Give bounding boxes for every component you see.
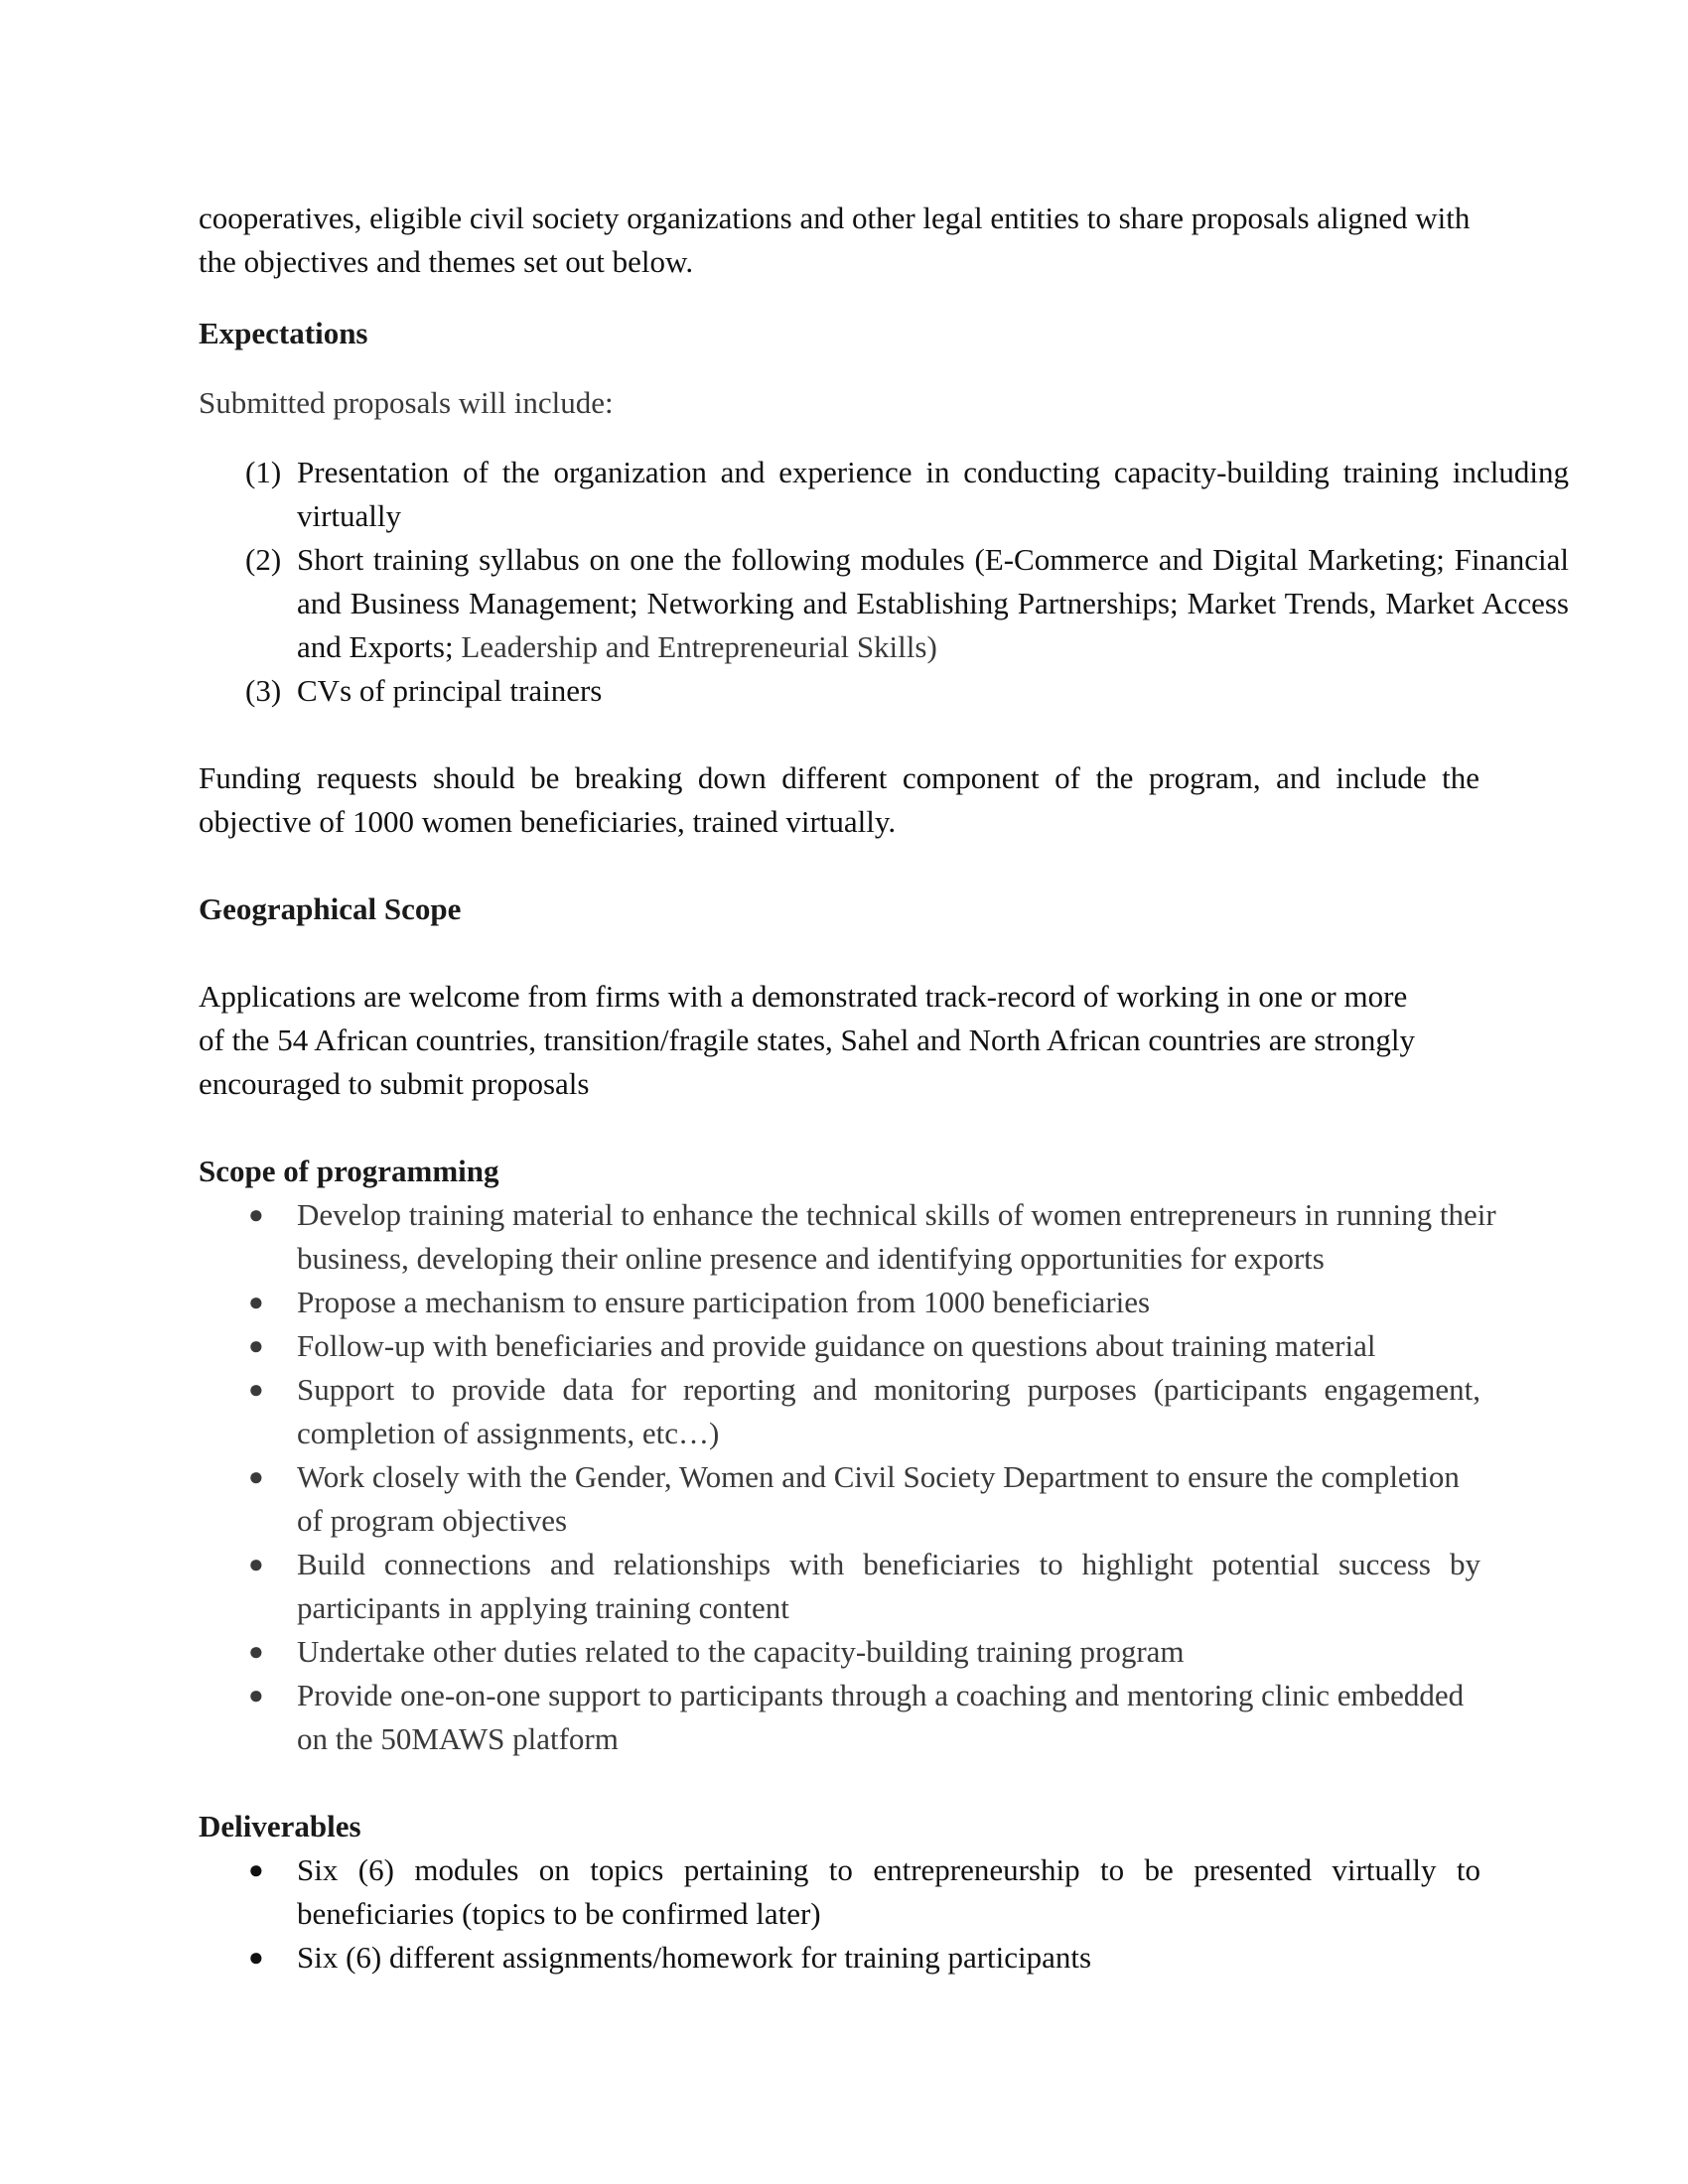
geo-line-2: of the 54 African countries, transition/fragile states, Sahel and North African countries are strongly	[199, 1023, 1415, 1057]
list-number: (2)	[245, 542, 282, 577]
deliverables-list	[199, 1848, 1569, 1979]
list-item	[199, 1281, 1569, 1324]
list-item-text: Six (6) modules on topics pertaining to entrepreneurship to be presented virtually to beneficiaries (topics to be confirmed later)	[297, 1852, 1480, 1931]
bullet-icon: ●	[248, 1462, 264, 1491]
expectations-list	[199, 451, 1569, 713]
list-item	[199, 1324, 1569, 1368]
bullet-icon: ●	[248, 1943, 264, 1972]
geo-heading: Geographical Scope	[199, 891, 462, 926]
bullet-icon: ●	[248, 1331, 264, 1360]
list-item-text: Develop training material to enhance the technical skills of women entrepreneurs in running their business, developing their online presence and identifying opportunities for exports	[297, 1197, 1496, 1276]
list-item	[199, 451, 1569, 538]
scope-list	[199, 1193, 1569, 1761]
expectations-lead: Submitted proposals will include:	[199, 385, 614, 420]
list-number: (3)	[245, 673, 282, 708]
list-item	[199, 1193, 1569, 1281]
list-item	[199, 669, 1569, 713]
list-item-text: Undertake other duties related to the capacity-building training program	[297, 1634, 1185, 1669]
geo-paragraph	[199, 975, 1569, 1106]
list-item	[199, 1543, 1480, 1630]
expectations-heading: Expectations	[199, 316, 368, 350]
list-item-text: CVs of principal trainers	[297, 673, 603, 708]
list-item-text: Short training syllabus on one the following modules (E-Commerce and Digital Marketing; Financial and Business Management; Networking and Establishing Partnerships; Market Trends, Market Access and Exports;	[297, 542, 1569, 664]
bullet-icon: ●	[248, 1681, 264, 1709]
intro-line-2: the objectives and themes set out below.	[199, 244, 694, 279]
bullet-icon: ●	[248, 1200, 264, 1229]
list-item-text: Propose a mechanism to ensure participation from 1000 beneficiaries	[297, 1285, 1151, 1319]
bullet-icon: ●	[248, 1288, 264, 1316]
list-item	[199, 1368, 1480, 1455]
list-item	[199, 1848, 1480, 1936]
list-number: (1)	[245, 455, 282, 489]
funding-paragraph: Funding requests should be breaking down different component of the program, and include the objective of 1000 women beneficiaries, trained virtually.	[199, 760, 1479, 839]
scope-heading: Scope of programming	[199, 1154, 499, 1188]
list-item	[199, 1936, 1569, 1979]
list-item-text: Presentation of the organization and experience in conducting capacity-building training including virtually	[297, 455, 1569, 533]
list-item-text: Follow-up with beneficiaries and provide guidance on questions about training material	[297, 1328, 1376, 1363]
bullet-icon: ●	[248, 1550, 264, 1578]
geo-line-3: encouraged to submit proposals	[199, 1066, 590, 1101]
list-item-text: Support to provide data for reporting and monitoring purposes (participants engagement, completion of assignments, etc…)	[297, 1372, 1480, 1450]
bullet-icon: ●	[248, 1637, 264, 1666]
list-item-text: Provide one-on-one support to participants through a coaching and mentoring clinic embedded on the 50MAWS platform	[297, 1678, 1465, 1756]
list-item	[199, 538, 1569, 669]
deliverables-heading: Deliverables	[199, 1809, 361, 1843]
list-item-text: Six (6) different assignments/homework for training participants	[297, 1940, 1092, 1975]
intro-line-1: cooperatives, eligible civil society organizations and other legal entities to share proposals aligned with	[199, 201, 1471, 235]
list-item	[199, 1630, 1569, 1674]
list-item-text-grey: Leadership and Entrepreneurial Skills)	[453, 629, 937, 664]
list-item-text: Build connections and relationships with beneficiaries to highlight potential success by participants in applying training content	[297, 1547, 1480, 1625]
list-item	[199, 1455, 1480, 1543]
bullet-icon: ●	[248, 1855, 264, 1884]
list-item	[199, 1674, 1480, 1761]
list-item-text: Work closely with the Gender, Women and Civil Society Department to ensure the completion of program objectives	[297, 1459, 1460, 1538]
document-body	[199, 197, 1569, 1979]
bullet-icon: ●	[248, 1375, 264, 1404]
geo-line-1: Applications are welcome from firms with a demonstrated track-record of working in one or more	[199, 979, 1408, 1014]
